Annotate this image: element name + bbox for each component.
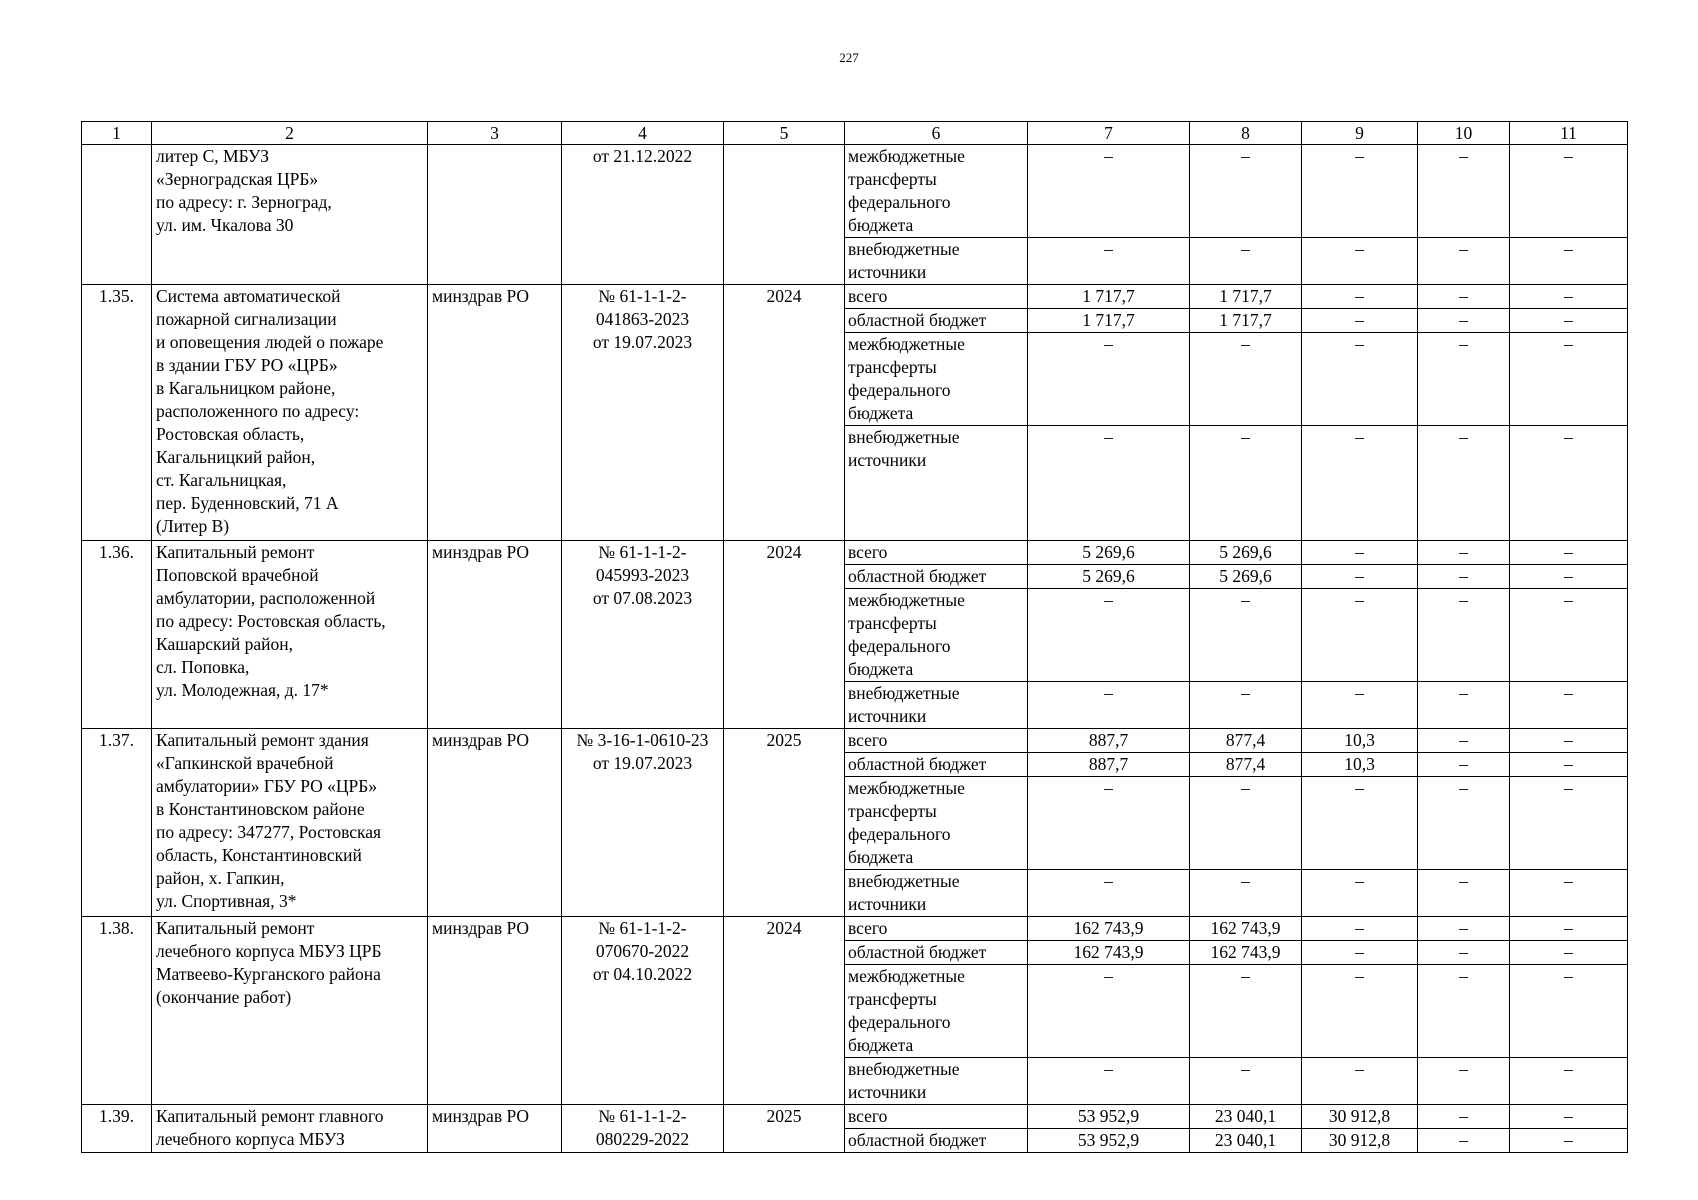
amount-cell: –: [1302, 285, 1418, 309]
amount-cell: 1 717,7: [1190, 309, 1302, 333]
amount-cell: –: [1418, 870, 1510, 917]
item-number: 1.36.: [82, 541, 152, 729]
amount-cell: –: [1028, 333, 1190, 426]
funding-source: областной бюджет: [845, 565, 1028, 589]
amount-cell: 1 717,7: [1028, 285, 1190, 309]
amount-cell: –: [1302, 682, 1418, 729]
amount-cell: –: [1418, 589, 1510, 682]
funding-source: всего: [845, 541, 1028, 565]
amount-cell: –: [1302, 426, 1418, 541]
amount-cell: 53 952,9: [1028, 1129, 1190, 1153]
amount-cell: 5 269,6: [1028, 565, 1190, 589]
completion-year: 2024: [724, 917, 845, 1105]
column-header: 9: [1302, 122, 1418, 145]
amount-cell: –: [1190, 870, 1302, 917]
amount-cell: –: [1510, 309, 1628, 333]
object-name: Система автоматической пожарной сигнализации и оповещения людей о пожаре в здании ГБУ РО «ЦРБ» в Кагальницком районе, расположенного по адресу: Ростовская область, Кагальницкий район, ст. Кагальницкая, пер. Буденновский, 71 А (Литер В): [152, 285, 428, 541]
amount-cell: –: [1418, 753, 1510, 777]
amount-cell: –: [1028, 589, 1190, 682]
column-header: 5: [724, 122, 845, 145]
amount-cell: –: [1418, 1129, 1510, 1153]
funding-source: межбюджетные трансферты федерального бюджета: [845, 777, 1028, 870]
amount-cell: 887,7: [1028, 753, 1190, 777]
amount-cell: –: [1510, 1058, 1628, 1105]
item-number: [82, 145, 152, 285]
object-name: литер С, МБУЗ «Зерноградская ЦРБ» по адресу: г. Зерноград, ул. им. Чкалова 30: [152, 145, 428, 285]
funding-source: внебюджетные источники: [845, 1058, 1028, 1105]
funding-source: межбюджетные трансферты федерального бюджета: [845, 965, 1028, 1058]
amount-cell: 162 743,9: [1028, 917, 1190, 941]
funding-source: областной бюджет: [845, 1129, 1028, 1153]
amount-cell: 30 912,8: [1302, 1105, 1418, 1129]
amount-cell: –: [1418, 917, 1510, 941]
amount-cell: –: [1302, 941, 1418, 965]
amount-cell: 10,3: [1302, 753, 1418, 777]
column-header: 10: [1418, 122, 1510, 145]
amount-cell: –: [1510, 541, 1628, 565]
column-header: 8: [1190, 122, 1302, 145]
amount-cell: –: [1510, 238, 1628, 285]
amount-cell: –: [1302, 541, 1418, 565]
amount-cell: –: [1510, 941, 1628, 965]
funding-source: областной бюджет: [845, 753, 1028, 777]
funding-source: межбюджетные трансферты федерального бюджета: [845, 145, 1028, 238]
responsible-agency: минздрав РО: [428, 541, 562, 729]
responsible-agency: минздрав РО: [428, 917, 562, 1105]
amount-cell: –: [1510, 565, 1628, 589]
funding-source: межбюджетные трансферты федерального бюджета: [845, 333, 1028, 426]
object-name: Капитальный ремонт Поповской врачебной амбулатории, расположенной по адресу: Ростовская область, Кашарский район, сл. Поповка, ул. Молодежная, д. 17*: [152, 541, 428, 729]
item-number: 1.35.: [82, 285, 152, 541]
document-reference: № 61-1-1-2- 080229-2022: [562, 1105, 724, 1153]
amount-cell: –: [1510, 870, 1628, 917]
amount-cell: –: [1190, 682, 1302, 729]
amount-cell: –: [1028, 238, 1190, 285]
column-header: 11: [1510, 122, 1628, 145]
amount-cell: –: [1302, 917, 1418, 941]
item-number: 1.39.: [82, 1105, 152, 1153]
amount-cell: –: [1510, 777, 1628, 870]
document-reference: № 61-1-1-2- 070670-2022 от 04.10.2022: [562, 917, 724, 1105]
table-row: [82, 285, 1628, 309]
budget-table: [81, 121, 1628, 1153]
amount-cell: –: [1028, 1058, 1190, 1105]
funding-source: внебюджетные источники: [845, 870, 1028, 917]
amount-cell: –: [1190, 426, 1302, 541]
table-body: [82, 122, 1628, 1153]
document-reference: № 3-16-1-0610-23 от 19.07.2023: [562, 729, 724, 917]
amount-cell: –: [1510, 965, 1628, 1058]
amount-cell: –: [1190, 145, 1302, 238]
amount-cell: 23 040,1: [1190, 1129, 1302, 1153]
object-name: Капитальный ремонт главного лечебного корпуса МБУЗ: [152, 1105, 428, 1153]
amount-cell: 162 743,9: [1190, 941, 1302, 965]
amount-cell: –: [1418, 1058, 1510, 1105]
amount-cell: –: [1510, 333, 1628, 426]
funding-source: всего: [845, 729, 1028, 753]
amount-cell: 1 717,7: [1028, 309, 1190, 333]
funding-source: всего: [845, 917, 1028, 941]
amount-cell: –: [1190, 777, 1302, 870]
amount-cell: –: [1510, 682, 1628, 729]
amount-cell: –: [1028, 426, 1190, 541]
amount-cell: –: [1418, 426, 1510, 541]
table-row: [82, 729, 1628, 753]
table-row: [82, 1105, 1628, 1129]
amount-cell: –: [1418, 729, 1510, 753]
amount-cell: –: [1190, 333, 1302, 426]
amount-cell: –: [1302, 145, 1418, 238]
amount-cell: –: [1510, 1129, 1628, 1153]
amount-cell: –: [1510, 589, 1628, 682]
amount-cell: –: [1418, 238, 1510, 285]
responsible-agency: минздрав РО: [428, 1105, 562, 1153]
amount-cell: 5 269,6: [1028, 541, 1190, 565]
funding-source: всего: [845, 285, 1028, 309]
amount-cell: –: [1418, 965, 1510, 1058]
responsible-agency: минздрав РО: [428, 285, 562, 541]
amount-cell: –: [1190, 965, 1302, 1058]
amount-cell: –: [1418, 309, 1510, 333]
amount-cell: –: [1418, 145, 1510, 238]
amount-cell: –: [1510, 285, 1628, 309]
table-row: [82, 541, 1628, 565]
completion-year: 2024: [724, 285, 845, 541]
amount-cell: –: [1302, 565, 1418, 589]
amount-cell: –: [1510, 1105, 1628, 1129]
responsible-agency: [428, 145, 562, 285]
amount-cell: 877,4: [1190, 729, 1302, 753]
amount-cell: 10,3: [1302, 729, 1418, 753]
amount-cell: –: [1028, 145, 1190, 238]
amount-cell: –: [1302, 589, 1418, 682]
amount-cell: –: [1190, 1058, 1302, 1105]
amount-cell: –: [1418, 285, 1510, 309]
amount-cell: –: [1302, 309, 1418, 333]
amount-cell: –: [1418, 333, 1510, 426]
amount-cell: 1 717,7: [1190, 285, 1302, 309]
completion-year: 2025: [724, 729, 845, 917]
amount-cell: –: [1028, 777, 1190, 870]
amount-cell: –: [1302, 1058, 1418, 1105]
document-reference: от 21.12.2022: [562, 145, 724, 285]
amount-cell: 162 743,9: [1028, 941, 1190, 965]
column-header: 4: [562, 122, 724, 145]
amount-cell: –: [1510, 917, 1628, 941]
funding-source: внебюджетные источники: [845, 426, 1028, 541]
column-header: 1: [82, 122, 152, 145]
column-header: 6: [845, 122, 1028, 145]
amount-cell: –: [1418, 777, 1510, 870]
completion-year: [724, 145, 845, 285]
amount-cell: 877,4: [1190, 753, 1302, 777]
responsible-agency: минздрав РО: [428, 729, 562, 917]
amount-cell: –: [1510, 145, 1628, 238]
amount-cell: 30 912,8: [1302, 1129, 1418, 1153]
header-row: [82, 122, 1628, 145]
amount-cell: 5 269,6: [1190, 541, 1302, 565]
amount-cell: –: [1028, 870, 1190, 917]
amount-cell: –: [1302, 777, 1418, 870]
object-name: Капитальный ремонт здания «Гапкинской врачебной амбулатории» ГБУ РО «ЦРБ» в Константиновском районе по адресу: 347277, Ростовская область, Константиновский район, х. Гапкин, ул. Спортивная, 3*: [152, 729, 428, 917]
funding-source: межбюджетные трансферты федерального бюджета: [845, 589, 1028, 682]
amount-cell: –: [1302, 238, 1418, 285]
amount-cell: –: [1302, 965, 1418, 1058]
completion-year: 2025: [724, 1105, 845, 1153]
amount-cell: 162 743,9: [1190, 917, 1302, 941]
amount-cell: –: [1028, 682, 1190, 729]
amount-cell: 887,7: [1028, 729, 1190, 753]
table-row: [82, 145, 1628, 238]
amount-cell: –: [1418, 941, 1510, 965]
amount-cell: –: [1302, 870, 1418, 917]
amount-cell: –: [1510, 729, 1628, 753]
funding-source: внебюджетные источники: [845, 238, 1028, 285]
item-number: 1.37.: [82, 729, 152, 917]
amount-cell: –: [1418, 565, 1510, 589]
funding-source: областной бюджет: [845, 309, 1028, 333]
document-reference: № 61-1-1-2- 041863-2023 от 19.07.2023: [562, 285, 724, 541]
amount-cell: –: [1302, 333, 1418, 426]
table-row: [82, 917, 1628, 941]
column-header: 7: [1028, 122, 1190, 145]
amount-cell: 23 040,1: [1190, 1105, 1302, 1129]
amount-cell: –: [1028, 965, 1190, 1058]
item-number: 1.38.: [82, 917, 152, 1105]
column-header: 2: [152, 122, 428, 145]
funding-source: всего: [845, 1105, 1028, 1129]
amount-cell: –: [1190, 589, 1302, 682]
amount-cell: 53 952,9: [1028, 1105, 1190, 1129]
column-header: 3: [428, 122, 562, 145]
page-number: 227: [839, 50, 859, 65]
amount-cell: –: [1190, 238, 1302, 285]
funding-source: областной бюджет: [845, 941, 1028, 965]
document-reference: № 61-1-1-2- 045993-2023 от 07.08.2023: [562, 541, 724, 729]
funding-source: внебюджетные источники: [845, 682, 1028, 729]
completion-year: 2024: [724, 541, 845, 729]
amount-cell: –: [1418, 541, 1510, 565]
amount-cell: –: [1418, 1105, 1510, 1129]
amount-cell: 5 269,6: [1190, 565, 1302, 589]
amount-cell: –: [1418, 682, 1510, 729]
object-name: Капитальный ремонт лечебного корпуса МБУЗ ЦРБ Матвеево-Курганского района (окончание работ): [152, 917, 428, 1105]
amount-cell: –: [1510, 426, 1628, 541]
amount-cell: –: [1510, 753, 1628, 777]
